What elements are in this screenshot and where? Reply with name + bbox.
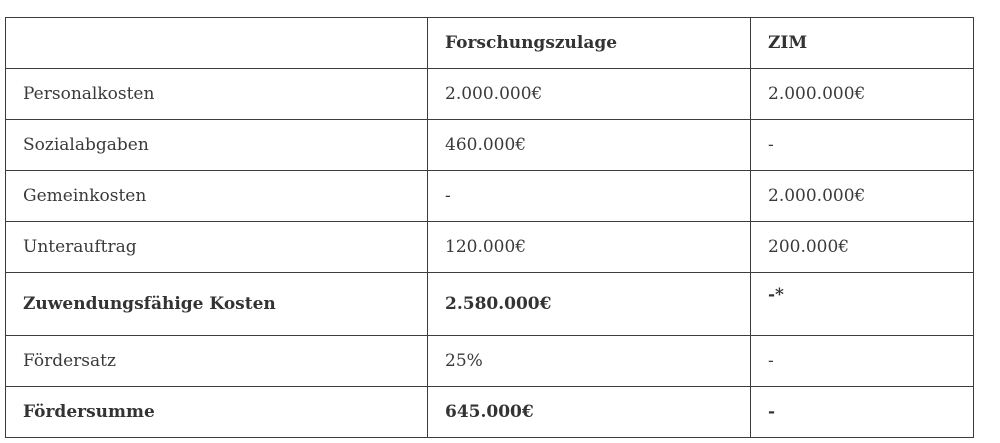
table-row-total-costs: [6, 273, 974, 336]
cell-zim: 2.000.000€: [751, 171, 974, 222]
row-label: Fördersumme: [6, 387, 428, 438]
cell-forschungszulage: 2.580.000€: [428, 273, 751, 336]
table-row: [6, 171, 974, 222]
cell-zim: -: [751, 387, 974, 438]
header-cell-forschungszulage: Forschungszulage: [428, 18, 751, 69]
cell-forschungszulage: 25%: [428, 336, 751, 387]
row-label: Zuwendungsfähige Kosten: [6, 273, 428, 336]
cell-zim: -*: [751, 273, 974, 336]
cell-zim: 2.000.000€: [751, 69, 974, 120]
cell-forschungszulage: 460.000€: [428, 120, 751, 171]
row-label: Sozialabgaben: [6, 120, 428, 171]
row-label: Fördersatz: [6, 336, 428, 387]
cell-zim: -: [751, 336, 974, 387]
header-cell-zim: ZIM: [751, 18, 974, 69]
table-row: [6, 69, 974, 120]
cell-forschungszulage: 2.000.000€: [428, 69, 751, 120]
table-row: [6, 120, 974, 171]
cell-zim: -: [751, 120, 974, 171]
row-label: Unterauftrag: [6, 222, 428, 273]
table-row-funding-sum: [6, 387, 974, 438]
row-label: Personalkosten: [6, 69, 428, 120]
table-row: [6, 222, 974, 273]
row-label: Gemeinkosten: [6, 171, 428, 222]
cell-forschungszulage: 645.000€: [428, 387, 751, 438]
header-cell-empty: [6, 18, 428, 69]
cell-forschungszulage: -: [428, 171, 751, 222]
funding-comparison-table: [5, 17, 974, 438]
table-header-row: [6, 18, 974, 69]
table-row: [6, 336, 974, 387]
cell-forschungszulage: 120.000€: [428, 222, 751, 273]
cell-zim: 200.000€: [751, 222, 974, 273]
